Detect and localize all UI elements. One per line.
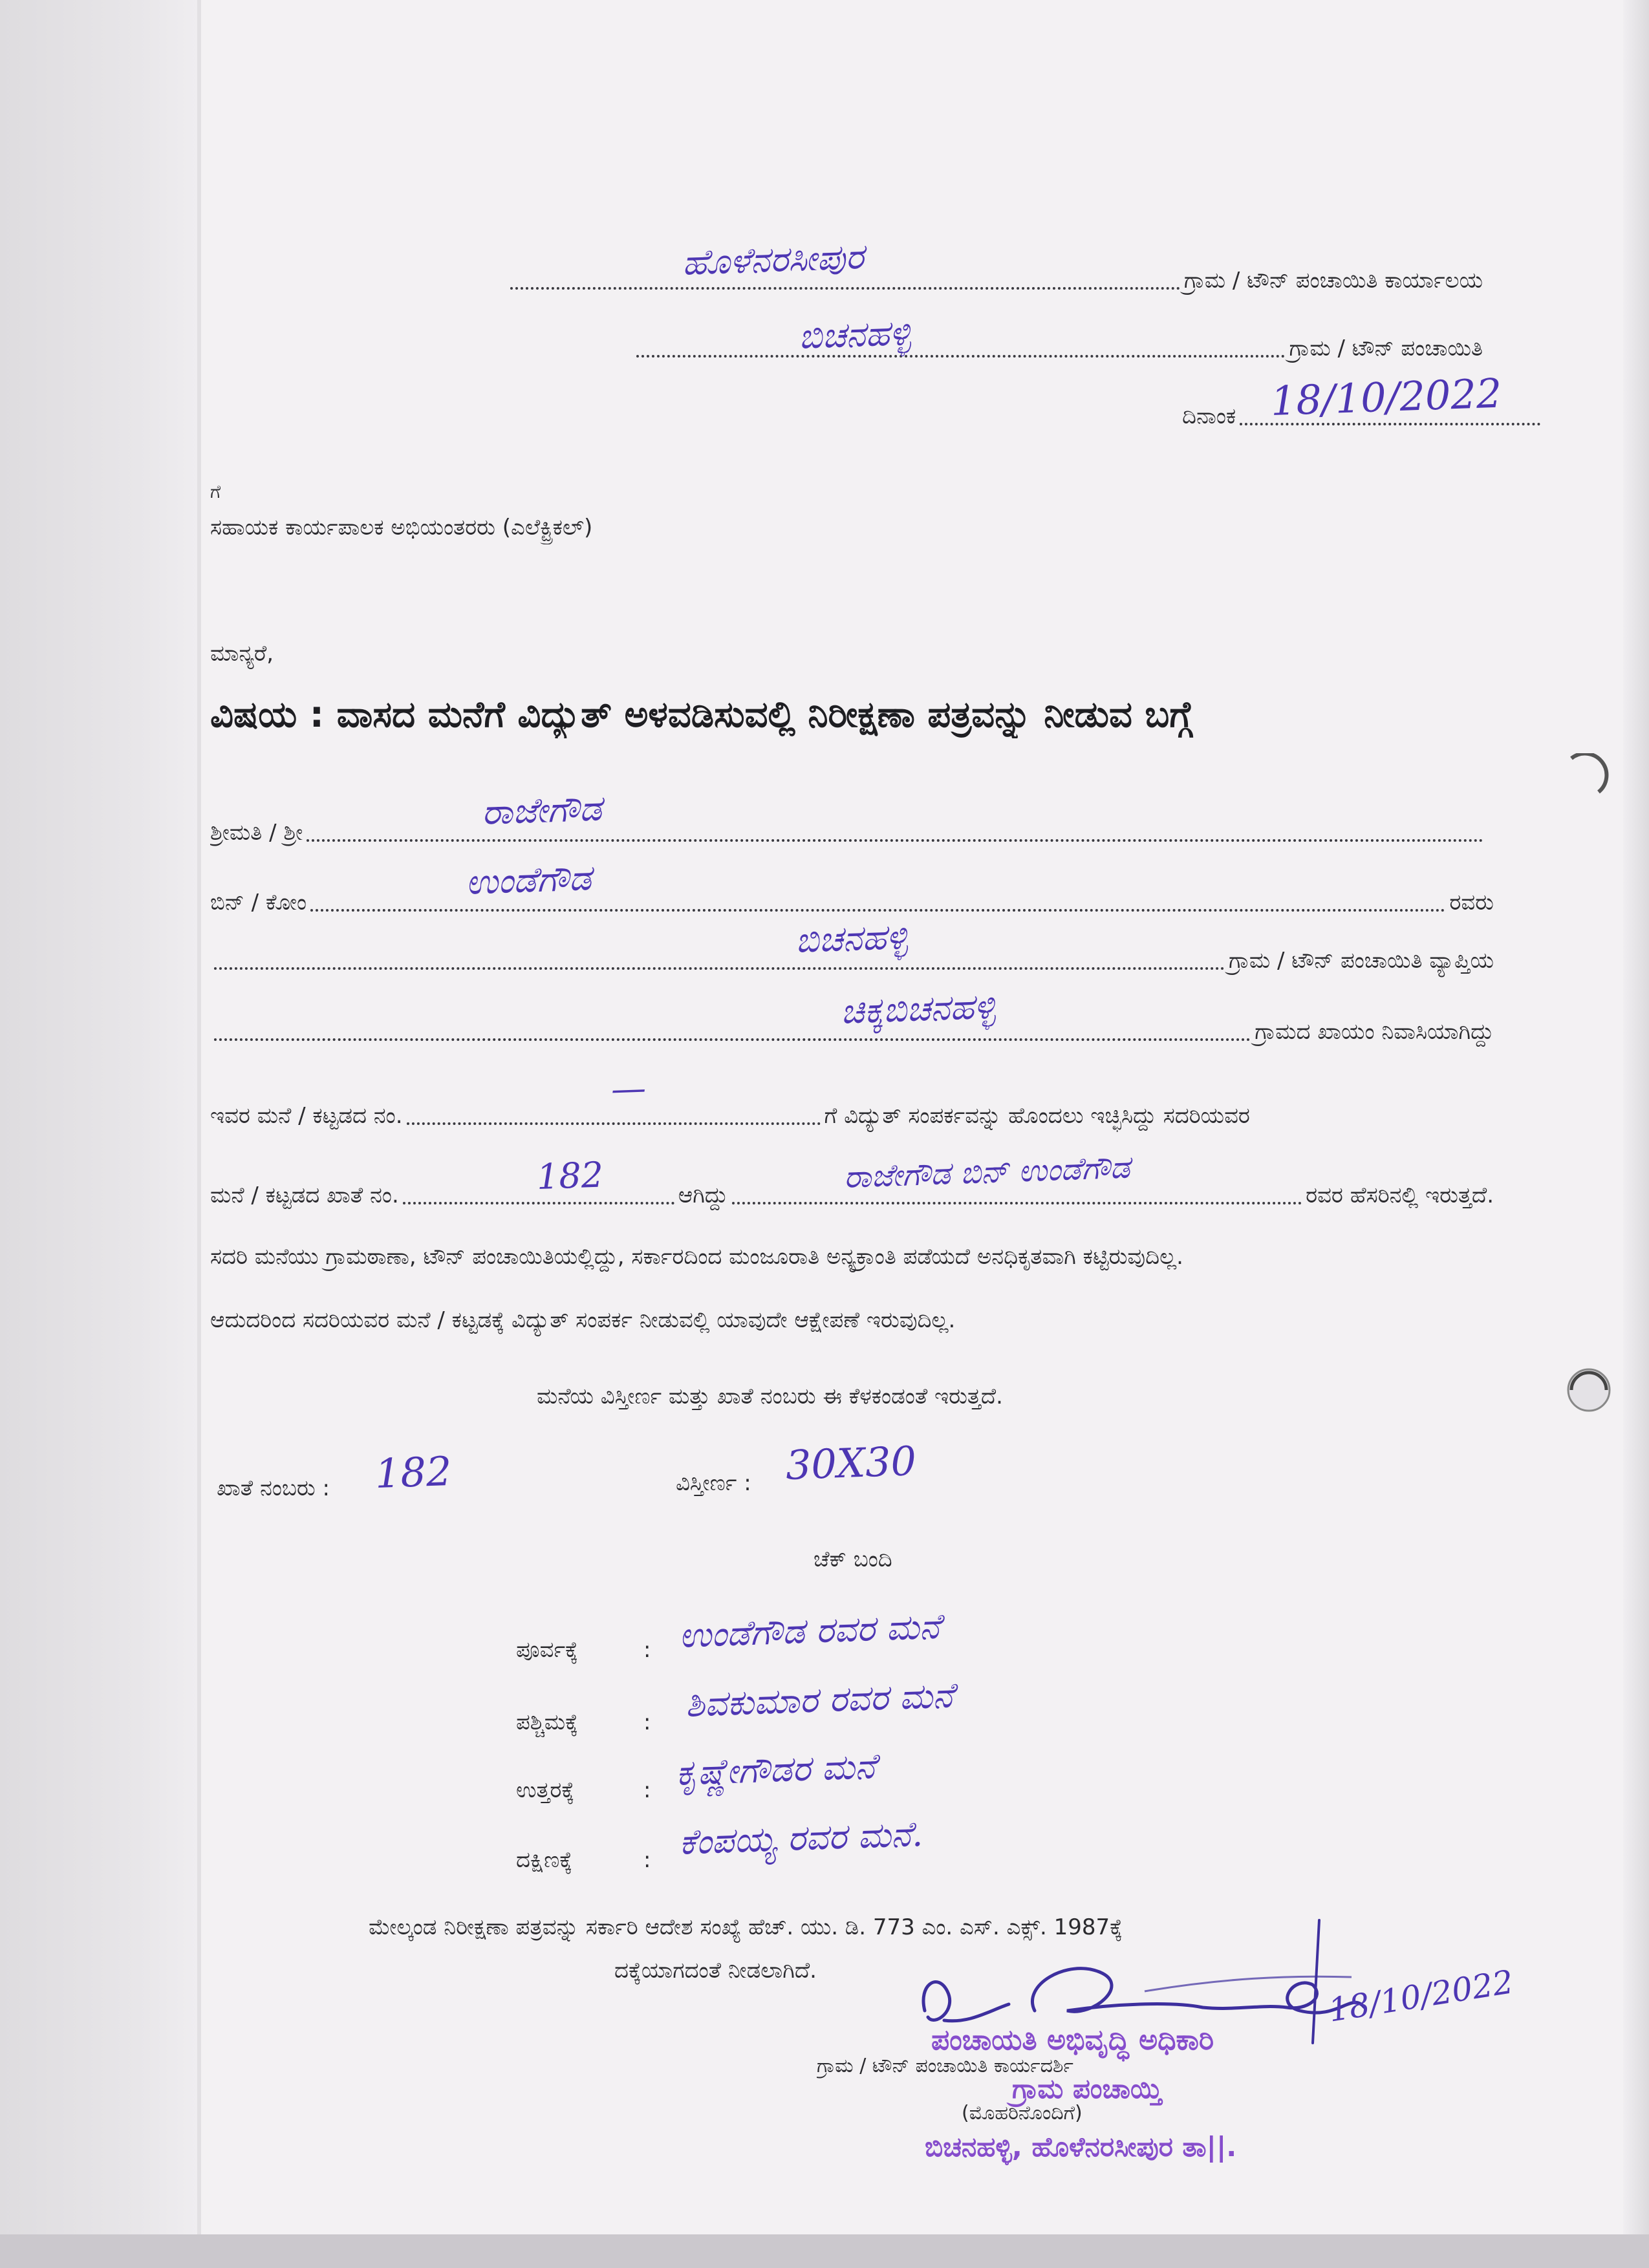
village-fill: ಬಿಚನಹಳ್ಳಿ (794, 915, 909, 961)
dotted-leader (403, 1202, 674, 1204)
boundary-north-value: ಕೃಷ್ಣೇಗೌಡರ ಮನೆ (674, 1746, 876, 1793)
relation-fill: ಉಂಡೆಗೌಡ (464, 857, 592, 903)
khata-number-label: ಖಾತೆ ನಂಬರು : (217, 1475, 330, 1501)
dotted-leader (214, 967, 1225, 970)
scan-left-margin (0, 0, 197, 2268)
boundary-east-value: ಉಂಡೆಗೌಡ ರವರ ಮನೆ (678, 1605, 941, 1656)
village-label: ಗ್ರಾಮ / ಟೌನ್ ಪಂಚಾಯಿತಿ ವ್ಯಾಪ್ತಿಯ (1229, 948, 1494, 974)
boundary-north-label: ಉತ್ತರಕ್ಕೆ (516, 1777, 575, 1803)
relation-line (210, 886, 1494, 919)
name-fill: ರಾಜೇಗೌಡ (480, 787, 603, 833)
house-number-label: ಇವರ ಮನೆ / ಕಟ್ಟಡದ ನಂ. (210, 1103, 403, 1129)
paragraph-legality: ಸದರಿ ಮನೆಯು ಗ್ರಾಮಠಾಣಾ, ಟೌನ್ ಪಂಚಾಯಿತಿಯಲ್ಲಿದ್ದು, ಸರ್ಕಾರದಿಂದ ಮಂಜೂರಾತಿ ಅನ್ಯಕ್ರಾಂತಿ ಪಡೆಯದೆ ಅನಧಿಕೃತವಾಗಿ ಕಟ್ಟಿರುವುದಿಲ್ಲ. (210, 1244, 1183, 1270)
punch-hole-mark (1562, 1361, 1613, 1419)
dotted-leader (510, 287, 1180, 290)
boundary-west-value: ಶಿವಕುಮಾರ ರವರ ಮನೆ (684, 1674, 954, 1725)
khata-label: ಮನೆ / ಕಟ್ಟಡದ ಖಾತೆ ನಂ. (210, 1182, 399, 1208)
name-label: ಶ್ರೀಮತಿ / ಶ್ರೀ (210, 820, 303, 846)
signature-date: 18/10/2022 (1326, 1963, 1516, 2029)
boundary-south-value: ಕೆಂಪಯ್ಯ ರವರ ಮನೆ. (678, 1813, 923, 1863)
dotted-leader (407, 1122, 821, 1125)
scan-right-margin (1623, 0, 1649, 2268)
stamp-designation: ಪಂಚಾಯತಿ ಅಭಿವೃದ್ಧಿ ಅಧಿಕಾರಿ (931, 2024, 1214, 2057)
boundary-east-label: ಪೂರ್ವಕ್ಕೆ (516, 1637, 578, 1663)
boundary-separator: : (643, 1777, 651, 1803)
recipient-to: ಗೆ (210, 481, 221, 502)
date-label: ದಿನಾಂಕ (1182, 403, 1236, 429)
boundary-south-label: ದಕ್ಷಿಣಕ್ಕೆ (516, 1847, 573, 1873)
office-line (506, 264, 1483, 297)
owner-fill: ರಾಜೇಗೌಡ ಬಿನ್ ಉಂಡೆಗೌಡ (843, 1149, 1131, 1195)
salutation: ಮಾನ್ಯರೆ, (210, 641, 274, 667)
panchayat-line (632, 332, 1483, 365)
khata-mid: ಆಗಿದ್ದು (678, 1182, 728, 1208)
dotted-leader (732, 1202, 1302, 1204)
check-bandi-title: ಚೆಕ್ ಬಂದಿ (814, 1546, 892, 1572)
resident-fill: ಚಿಕ್ಕಬಿಚನಹಳ್ಳಿ (839, 985, 997, 1032)
scan-bottom-margin (0, 2234, 1649, 2268)
details-intro: ಮನೆಯ ವಿಸ್ತೀರ್ಣ ಮತ್ತು ಖಾತೆ ನಂಬರು ಈ ಕೆಳಕಂಡಂತೆ ಇರುತ್ತದೆ. (537, 1384, 1003, 1409)
house-number-suffix: ಗೆ ವಿದ್ಯುತ್ ಸಂಪರ್ಕವನ್ನು ಹೊಂದಲು ಇಚ್ಛಿಸಿದ್ದು ಸದರಿಯವರ (824, 1103, 1250, 1129)
signatory-title: ಗ್ರಾಮ / ಟೌನ್ ಪಂಚಾಯಿತಿ ಕಾರ್ಯದರ್ಶಿ (817, 2055, 1073, 2077)
boundary-separator: : (643, 1637, 651, 1663)
panchayat-fill: ಬಿಚನಹಳ್ಳಿ (797, 312, 912, 357)
house-number-fill: — (610, 1067, 647, 1109)
boundary-west-label: ಪಶ್ಚಿಮಕ್ಕೆ (516, 1709, 579, 1735)
relation-suffix: ರವರು (1449, 890, 1494, 915)
dotted-leader (307, 839, 1483, 842)
relation-label: ಬಿನ್ / ಕೋಂ (210, 890, 307, 915)
boundary-separator: : (643, 1709, 651, 1735)
closing-line-2: ದಕ್ಕೆಯಾಗದಂತೆ ನೀಡಲಾಗಿದೆ. (614, 1958, 817, 1984)
office-label: ಗ್ರಾಮ / ಟೌನ್ ಪಂಚಾಯಿತಿ ಕಾರ್ಯಾಲಯ (1183, 268, 1483, 294)
office-fill: ಹೊಳೆನರಸೀಪುರ (681, 236, 865, 283)
resident-label: ಗ್ರಾಮದ ಖಾಯಂ ನಿವಾಸಿಯಾಗಿದ್ದು (1255, 1019, 1494, 1045)
date-value: 18/10/2022 (1269, 369, 1503, 425)
paper-edge (197, 0, 201, 2268)
stamp-location: ಬಿಚನಹಳ್ಳಿ, ಹೊಳೆನರಸೀಪುರ ತಾ||. (925, 2131, 1237, 2163)
house-number-line (210, 1099, 1494, 1133)
panchayat-label: ಗ್ರಾಮ / ಟೌನ್ ಪಂಚಾಯಿತಿ (1289, 336, 1483, 361)
khata-fill: 182 (535, 1154, 605, 1197)
khata-suffix: ರವರ ಹೆಸರಿನಲ್ಲಿ ಇರುತ್ತದೆ. (1306, 1182, 1494, 1208)
closing-line-1: ಮೇಲ್ಕಂಡ ನಿರೀಕ್ಷಣಾ ಪತ್ರವನ್ನು ಸರ್ಕಾರಿ ಆದೇಶ ಸಂಖ್ಯೆ ಹೆಚ್. ಯು. ಡಿ. 773 ಎಂ. ಎಸ್. ಎಕ್ಸ್. 1987ಕ್ಕೆ (369, 1914, 1123, 1940)
paragraph-no-objection: ಆದುದರಿಂದ ಸದರಿಯವರ ಮನೆ / ಕಟ್ಟಡಕ್ಕೆ ವಿದ್ಯುತ್ ಸಂಪರ್ಕ ನೀಡುವಲ್ಲಿ ಯಾವುದೇ ಆಕ್ಷೇಪಣೆ ಇರುವುದಿಲ್ಲ. (210, 1307, 956, 1333)
khata-number-value: 182 (374, 1447, 453, 1497)
subject: ವಿಷಯ : ವಾಸದ ಮನೆಗೆ ವಿದ್ಯುತ್ ಅಳವಡಿಸುವಲ್ಲಿ ನಿರೀಕ್ಷಣಾ ಪತ್ರವನ್ನು ನೀಡುವ ಬಗ್ಗೆ (210, 694, 1193, 736)
area-label: ವಿಸ್ತೀರ್ಣ : (676, 1470, 751, 1496)
seal-note: (ಮೊಹರಿನೊಂದಿಗೆ) (962, 2102, 1083, 2124)
dotted-leader (310, 909, 1445, 912)
area-value: 30X30 (784, 1437, 918, 1489)
punch-hole-mark (1565, 753, 1610, 805)
recipient-designation: ಸಹಾಯಕ ಕಾರ್ಯಪಾಲಕ ಅಭಿಯಂತರರು (ಎಲೆಕ್ಟ್ರಿಕಲ್) (210, 515, 593, 540)
stamp-office: ಗ್ರಾಮ ಪಂಚಾಯ್ತಿ (1012, 2073, 1162, 2104)
boundary-separator: : (643, 1847, 651, 1873)
dotted-leader (636, 355, 1285, 358)
name-line (210, 816, 1487, 850)
dotted-leader (214, 1038, 1251, 1041)
